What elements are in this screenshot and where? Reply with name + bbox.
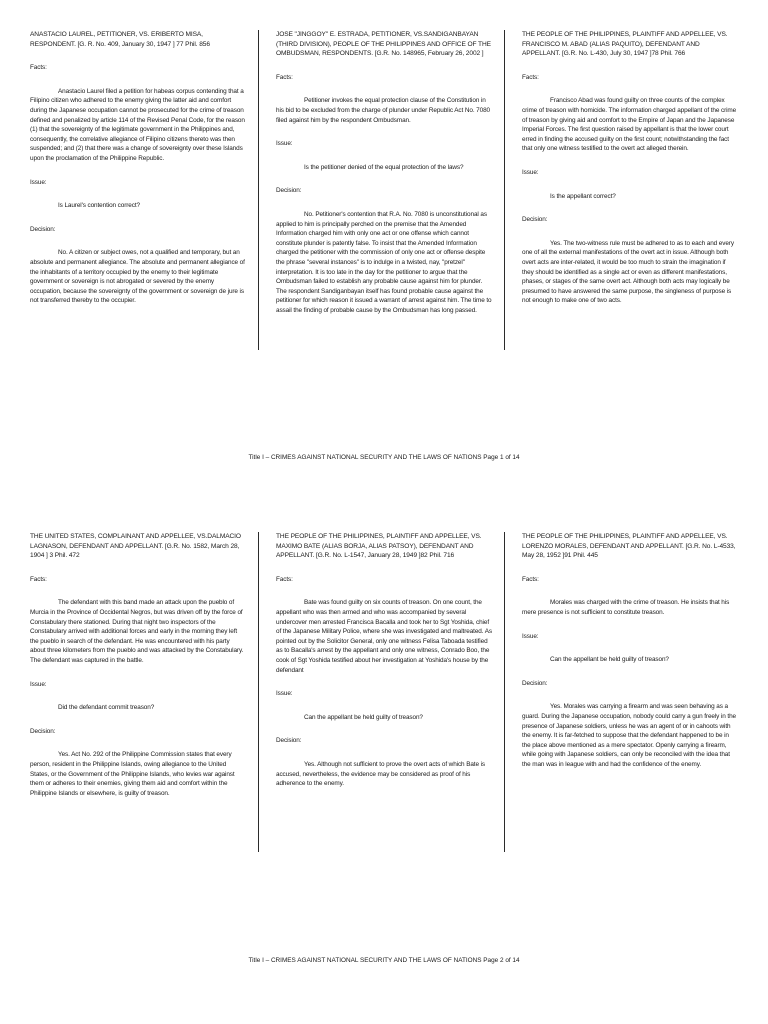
facts-label: Facts: — [522, 575, 539, 583]
case-column-1 — [30, 532, 246, 798]
facts-label: Facts: — [30, 64, 47, 72]
facts-text: Francisco Abad was found guilty on three counts of the complex crime of treason with homicide. The information charged appellant of the crime of treason by giving aid and comfort to the Empire of Japan and the Japanese Imperial Forces. The first question raised by appellant is that the lower court erred in finding the accused guilty on the first count; notwithstanding the fact that only one witness testified to the overt act alleged therein. — [522, 97, 737, 153]
issue-label: Issue: — [30, 680, 47, 688]
case-title: JOSE "JINGGOY" E. ESTRADA, PETITIONER, VS.SANDIGANBAYAN (THIRD DIVISION), PEOPLE OF THE PHILIPPINES AND OFFICE OF THE OMBUDSMAN, RESPONDENTS. [G.R. No. 148965, February 26, 2002 ] — [276, 31, 491, 58]
issue-text: Is the appellant correct? — [550, 192, 616, 200]
facts-text: Petitioner invokes the equal protection clause of the Constitution in his bid to be excluded from the charge of plunder under Republic Act No. 7080 filed against him by the respondent Ombudsman. — [276, 97, 490, 124]
issue-text: Is the petitioner denied of the equal protection of the laws? — [304, 163, 464, 171]
case-title: THE PEOPLE OF THE PHILIPPINES, PLAINTIFF AND APPELLEE, VS. FRANCISCO M. ABAD (ALIAS PAQUITO), DEFENDANT AND APPELLANT. [G.R. No. L-430, July 30, 1947 ]78 Phil. 766 — [522, 31, 728, 58]
decision-label: Decision: — [276, 187, 302, 195]
decision-label: Decision: — [276, 737, 302, 745]
decision-text: Yes. The two-witness rule must be adhered to as to each and every one of all the external manifestations of the overt act in issue. Although both overt acts are inter-related, it would be too much to strain the imagination if they should be identified as a single act or even as different manifestations, phases, or stages of the same overt act. Although both acts may logically be presumed to have answered the same purpose, the singleness of purpose is not enough to make one of two acts. — [522, 239, 734, 305]
issue-label: Issue: — [276, 690, 293, 698]
column-divider — [258, 30, 259, 350]
issue-text: Can the appellant be held guilty of treason? — [304, 713, 423, 721]
column-divider — [504, 532, 505, 852]
column-divider — [258, 532, 259, 852]
issue-label: Issue: — [522, 168, 539, 176]
issue-label: Issue: — [276, 140, 293, 148]
decision-text: No. A citizen or subject owes, not a qualified and temporary, but an absolute and permanent allegiance. The absolute and permanent allegiance of the inhabitants of a territory occupied by the enemy to their legitimate government or sovereign is not abrogated or severed by the enemy occupation, because the sovereignty of the government or sovereign de jure is not transferred thereby to the occupier. — [30, 249, 245, 305]
decision-text: Yes. Morales was carrying a firearm and was seen behaving as a guard. During the Japanese occupation, nobody could carry a gun freely in the presence of Japanese soldiers, unless he was an agent of or in cahoots with the enemy. It is far-fetched to suppose that the defendant happened to be in the place above mentioned as a mere spectator. Openly carrying a firearm, while going with Japanese soldiers, can only be reconciled with the idea that the man was in league with and had the confidence of the enemy. — [522, 703, 736, 768]
page-footer: Title I – CRIMES AGAINST NATIONAL SECURITY AND THE LAWS OF NATIONS Page 1 of 14 — [248, 454, 520, 461]
facts-label: Facts: — [276, 575, 293, 583]
decision-text: Yes. Act No. 292 of the Philippine Commission states that every person, resident in the Philippine Islands, owing allegiance to the United States, or the Government of the Philippine Islands, who levies war against them or adheres to their enemies, giving them aid and comfort within the Philippine Islands or elsewhere, is guilty of treason. — [30, 751, 235, 797]
issue-text: Is Laurel's contention correct? — [58, 202, 140, 210]
facts-text: The defendant with this band made an attack upon the pueblo of Murcia in the Province of Occidental Negros, but was driven off by the force of Constabulary there stationed. During that night two inspectors of the Constabulary arrived with additional forces and early in the morning they left the pueblo in search of the defendant. He was encountered with his party about three kilometers from the pueblo and was attacked by the Constabulary. The defendant was captured in the battle. — [30, 599, 244, 664]
page-footer: Title I – CRIMES AGAINST NATIONAL SECURITY AND THE LAWS OF NATIONS Page 2 of 14 — [248, 957, 520, 964]
facts-text: Anastacio Laurel filed a petition for habeas corpus contending that a Filipino citizen who adhered to the enemy giving the latter aid and comfort during the Japanese occupation cannot be prosecuted for the crime of treason defined and penalized by article 114 of the Revised Penal Code, for the reason (1) that the sovereignty of the legitimate government in the Philippines and, consequently, the correlative allegiance of Filipino citizens thereto was then suspended; and (2) that there was a change of sovereignty over these Islands upon the proclamation of the Philippine Republic. — [30, 87, 245, 162]
decision-text: Yes. Although not sufficient to prove the overt acts of which Bate is accused, nevertheless, the evidence may be considered as proof of his adherence to the enemy. — [276, 760, 486, 788]
decision-label: Decision: — [30, 727, 56, 735]
case-title: THE PEOPLE OF THE PHILIPPINES, PLAINTIFF AND APPELLEE, VS. MAXIMO BATE (ALIAS BORJA, ALIAS PATSOY), DEFENDANT AND APPELLANT. [G.R. No. L-1547, January 28, 1949 ]82 Phil. 716 — [276, 533, 482, 560]
facts-text: Morales was charged with the crime of treason. He insists that his mere presence is not sufficient to constitute treason. — [522, 599, 730, 616]
column-divider — [504, 30, 505, 350]
issue-label: Issue: — [30, 178, 47, 186]
facts-text: Bate was found guilty on six counts of treason. On one count, the appellant who was then armed and who was accompanied by several undercover men arrested Francisca Bacalla and took her to Sgt Yoshida, chief of the Japanese Military Police, where she was investigated and maltreated. As pointed out by the Solicitor General, only one witness Felisa Taboada testified as to Bacalla's arrest by the appellant and only one witness, Conrado Boo, the cook of Sgt Yoshida testified about her investigation at Yoshida's house by the defendant — [276, 599, 492, 674]
case-column-1 — [30, 30, 246, 306]
facts-label: Facts: — [522, 73, 539, 81]
decision-label: Decision: — [522, 679, 548, 687]
document-page-2 — [0, 512, 768, 1024]
decision-label: Decision: — [522, 216, 548, 224]
issue-label: Issue: — [522, 632, 539, 640]
issue-text: Did the defendant commit treason? — [58, 704, 155, 712]
case-column-3 — [522, 532, 738, 770]
decision-text: No. Petitioner's contention that R.A. No. 7080 is unconstitutional as applied to him is principally perched on the premise that the Amended Information charged him with only one act or one offense which cannot constitute plunder is patently false. To insist that the Amended Information charged the petitioner with the commission of only one act or offense despite the phrase "several instances" is to indulge in a twisted, nay, "pretzel" interpretation. It is too late in the day for the petitioner to argue that the Ombudsman failed to establish any probable cause against him for plunder. The respondent Sandiganbayan itself has found probable cause against the petitioner for which reason it issued a warrant of arrest against him. The time to assail the finding of probable cause by the Ombudsman has long passed. — [276, 210, 492, 314]
facts-label: Facts: — [276, 73, 293, 81]
case-title: THE PEOPLE OF THE PHILIPPINES, PLAINTIFF AND APPELLEE, VS. LORENZO MORALES, DEFENDANT AND APPELLANT. [G.R. No. L-4533, May 28, 1952 ]91 Phil. 445 — [522, 533, 736, 560]
case-title: ANASTACIO LAUREL, PETITIONER, VS. ERIBERTO MISA, RESPONDENT. [G. R. No. 409, January 30, 1947 ] 77 Phil. 856 — [30, 31, 210, 48]
case-column-2 — [276, 532, 492, 789]
case-column-2 — [276, 30, 492, 315]
facts-label: Facts: — [30, 575, 47, 583]
decision-label: Decision: — [30, 225, 56, 233]
case-column-3 — [522, 30, 738, 306]
case-title: THE UNITED STATES, COMPLAINANT AND APPELLEE, VS.DALMACIO LAGNASON, DEFENDANT AND APPELLANT. [G.R. No. 1582, March 28, 1904 ] 3 Phil. 472 — [30, 533, 241, 560]
issue-text: Can the appellant be held guilty of treason? — [550, 656, 669, 664]
